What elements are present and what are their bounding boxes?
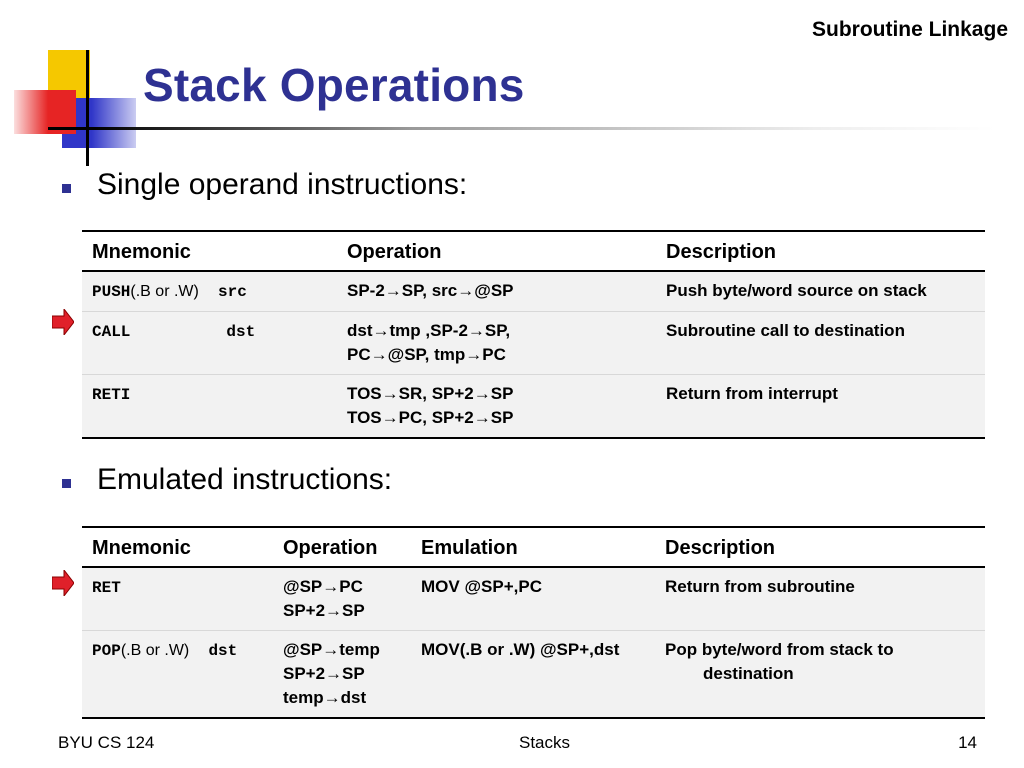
col-header-mnemonic: Mnemonic [82,231,337,271]
deco-horizontal-line [48,127,98,130]
description-cell: Subroutine call to destination [656,312,985,375]
bullet-marker [62,479,71,488]
mnemonic-cell: PUSH(.B or .W) src [82,271,337,312]
title-rule [95,127,995,130]
deco-vertical-line [86,50,89,166]
footer-course: BYU CS 124 [58,733,155,752]
mnemonic-cell: POP(.B or .W) dst [82,631,273,719]
emulated-table [82,526,985,719]
mnemonic-cell: CALL dst [82,312,337,375]
operation-cell: SP-2→SP, src→@SP [337,271,656,312]
bullet-marker [62,184,71,193]
description-cell: Push byte/word source on stack [656,271,985,312]
table-row [82,312,985,375]
operation-cell: dst→tmp ,SP-2→SP, PC→@SP, tmp→PC [337,312,656,375]
table-header-row [82,527,985,567]
col-header-mnemonic: Mnemonic [82,527,273,567]
col-header-description: Description [655,527,985,567]
col-header-description: Description [656,231,985,271]
emulation-cell: MOV(.B or .W) @SP+,dst [411,631,655,719]
single-operand-table [82,230,985,439]
table-header-row [82,231,985,271]
col-header-operation: Operation [273,527,411,567]
emulation-cell: MOV @SP+,PC [411,567,655,631]
description-cell: Return from interrupt [656,375,985,439]
bullet-emulated: Emulated instructions: [97,463,393,496]
slide-title: Stack Operations [143,59,525,111]
operation-cell: @SP→PC SP+2→SP [273,567,411,631]
table-row [82,631,985,719]
col-header-operation: Operation [337,231,656,271]
red-arrow-icon [52,309,74,335]
operation-cell: @SP→temp SP+2→SP temp→dst [273,631,411,719]
mnemonic-cell: RET [82,567,273,631]
operation-cell: TOS→SR, SP+2→SP TOS→PC, SP+2→SP [337,375,656,439]
table-row [82,375,985,439]
mnemonic-cell: RETI [82,375,337,439]
description-cell: Return from subroutine [655,567,985,631]
table-row [82,271,985,312]
bullet-single-operand: Single operand instructions: [97,168,468,201]
col-header-emulation: Emulation [411,527,655,567]
section-title: Subroutine Linkage [811,18,1008,41]
table-row [82,567,985,631]
footer-topic: Stacks [519,733,571,752]
page-number: 14 [958,733,977,752]
description-cell: Pop byte/word from stack to destination [655,631,985,719]
red-arrow-icon [52,570,74,596]
